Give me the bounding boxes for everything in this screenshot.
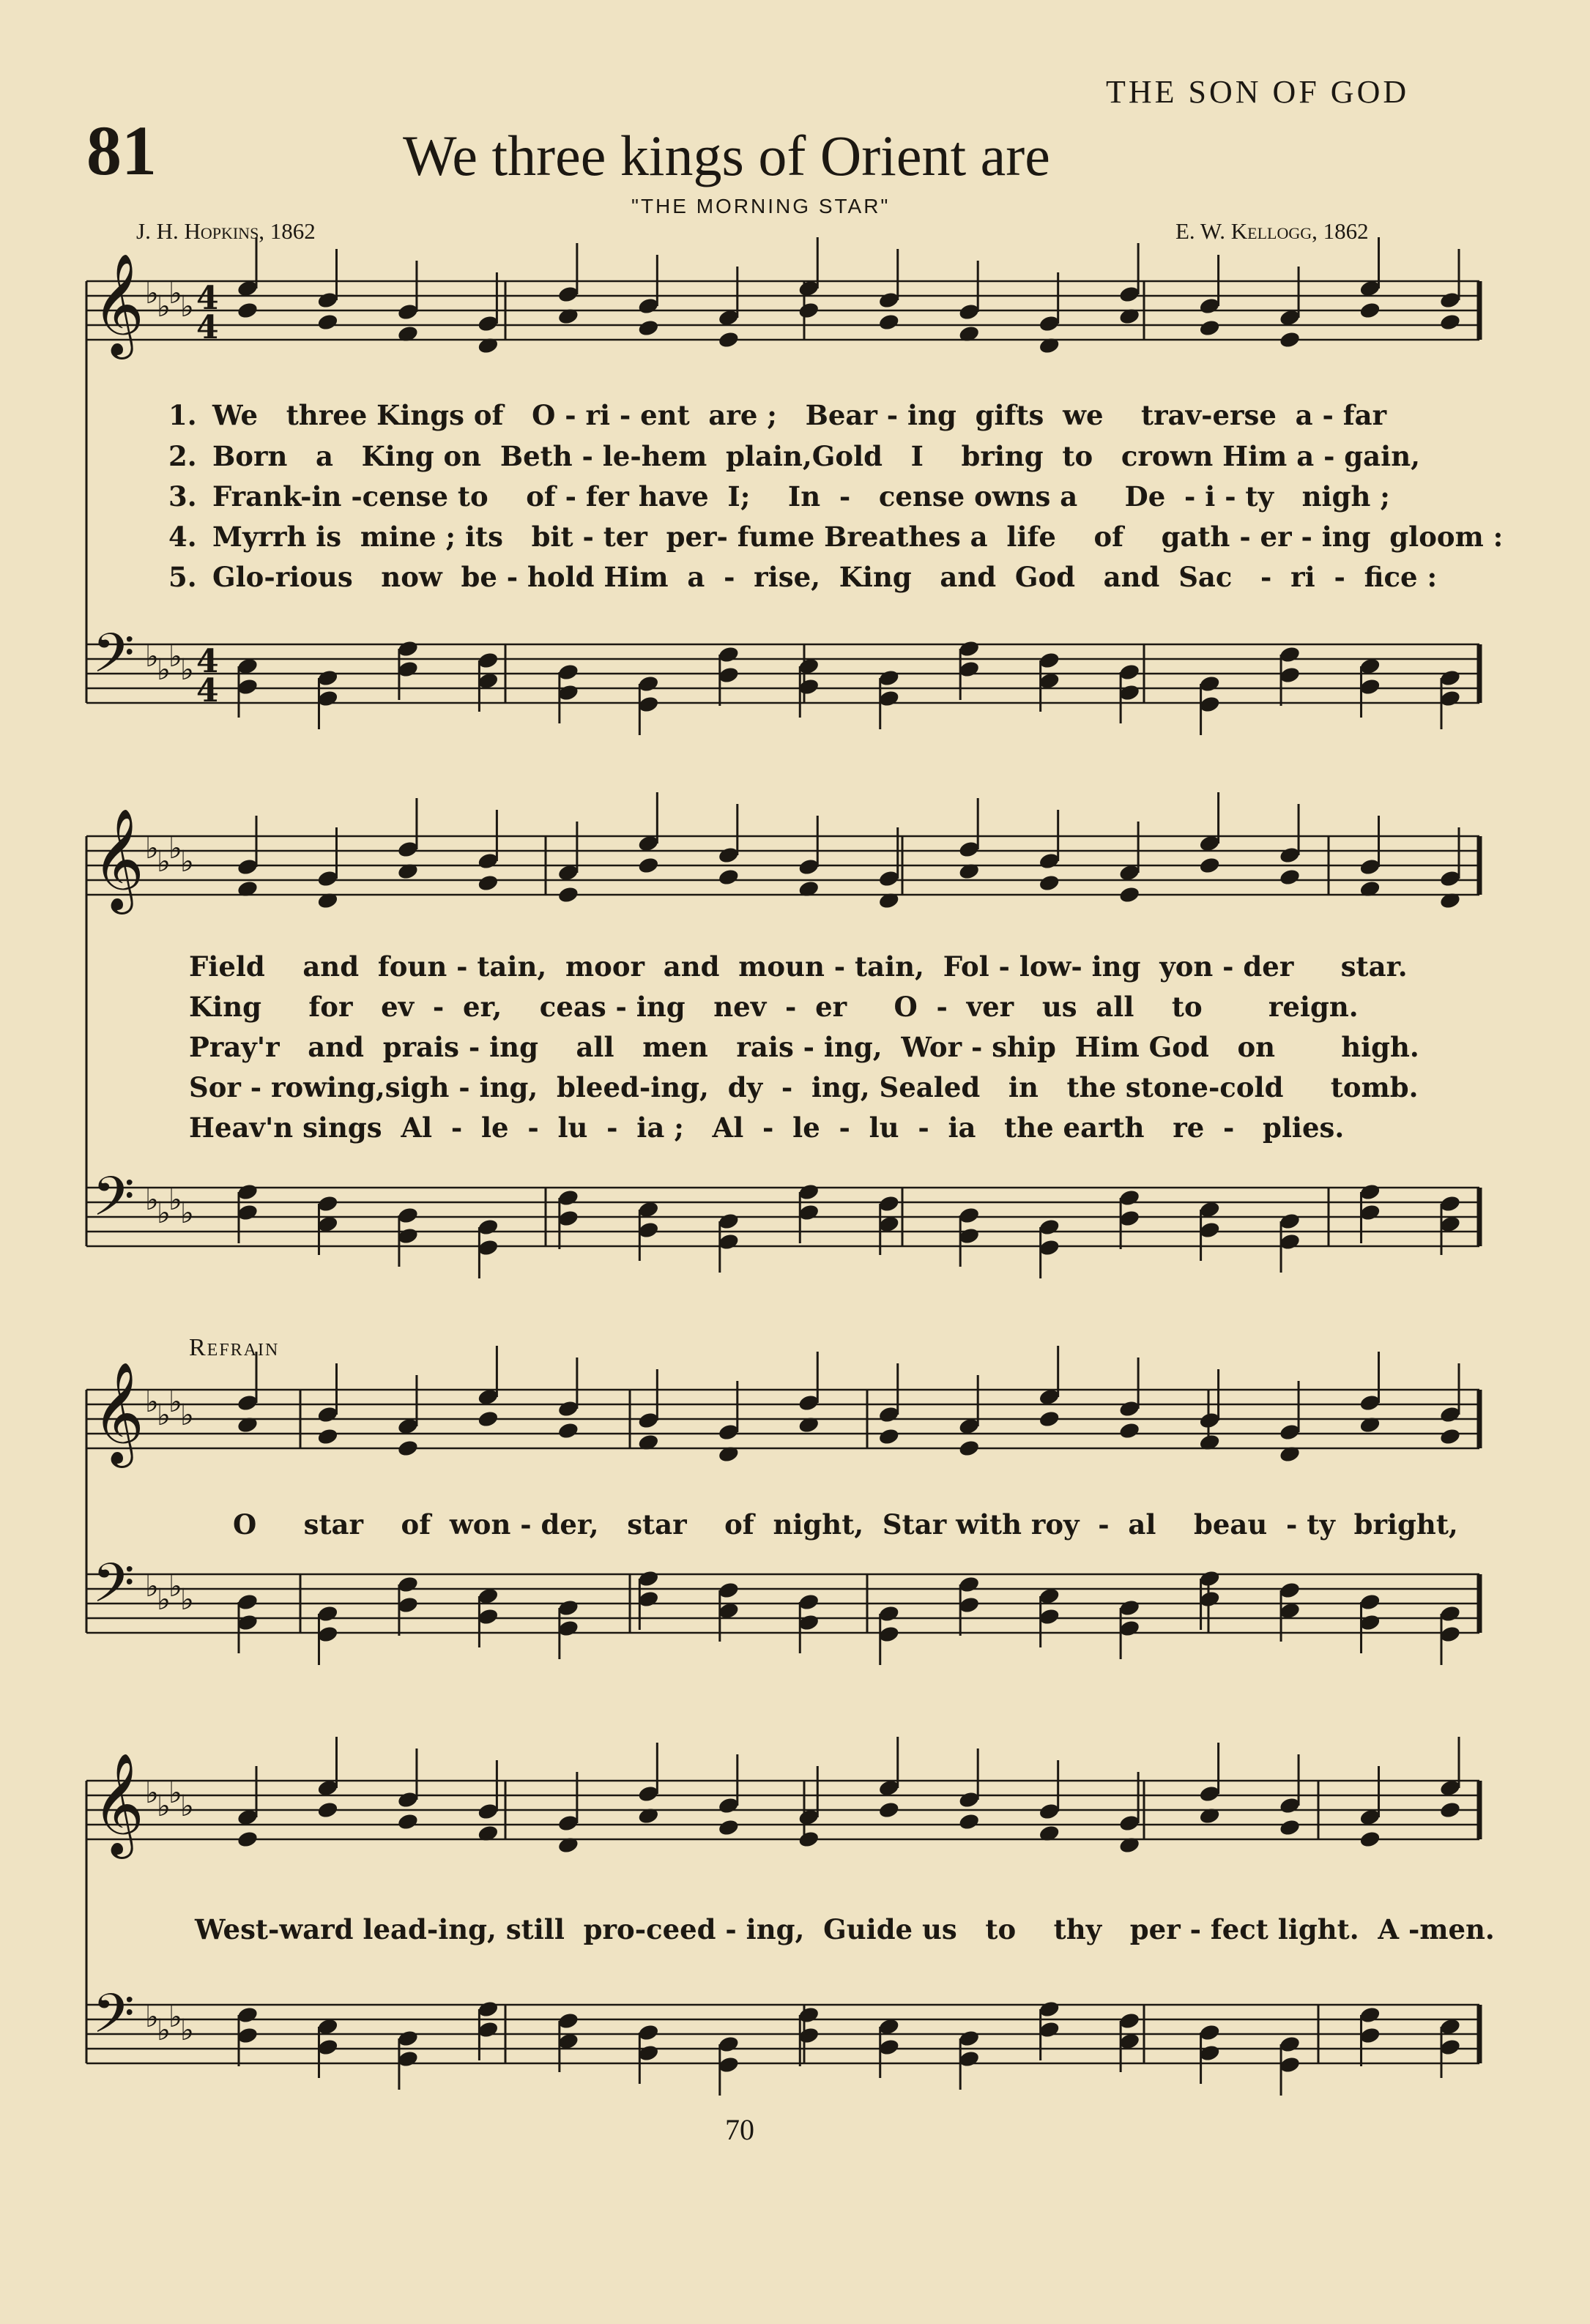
notehead — [798, 1830, 820, 1849]
flat-icon: ♭ — [180, 290, 194, 324]
notehead — [237, 1830, 259, 1849]
treble-clef-icon: 𝄞 — [92, 808, 144, 910]
notehead — [1118, 885, 1141, 904]
notehead — [557, 885, 580, 904]
notehead — [958, 1812, 981, 1831]
notehead — [316, 1427, 339, 1446]
flat-icon: ♭ — [145, 1570, 159, 1604]
flat-icon: ♭ — [168, 1183, 182, 1217]
notehead — [877, 1800, 900, 1820]
arranger-credit: E. W. Kellogg, 1862 — [1175, 218, 1369, 244]
refrain-line: O star of won - der, star of night, Star with roy - al beau - ty bright, — [233, 1508, 1458, 1541]
flat-icon: ♭ — [168, 1570, 182, 1604]
tune-name: "THE MORNING STAR" — [631, 195, 891, 217]
flat-icon: ♭ — [168, 832, 182, 865]
treble-clef-icon: 𝄞 — [92, 1753, 144, 1855]
hymn-number: 81 — [86, 111, 157, 190]
notehead — [798, 301, 820, 320]
verse-number: 5. — [168, 561, 197, 593]
verse-line: Frank-in -cense to of - fer have I; In - cense owns a De - i - ty nigh ; — [212, 480, 1390, 513]
notehead — [397, 1812, 420, 1831]
flat-icon: ♭ — [168, 1776, 182, 1810]
notehead — [316, 1800, 339, 1820]
notehead — [877, 1427, 900, 1446]
flat-icon: ♭ — [180, 1196, 194, 1230]
flat-icon: ♭ — [168, 277, 182, 310]
bass-clef-icon: 𝄢 — [92, 1982, 135, 2059]
notehead — [477, 1409, 499, 1429]
notehead — [397, 1439, 420, 1458]
refrain-label: Refrain — [189, 1334, 280, 1361]
verse-line: Pray'r and prais - ing all men rais - ing, Wor - ship Him God on high. — [189, 1031, 1419, 1063]
flat-icon: ♭ — [180, 2014, 194, 2047]
notehead — [1439, 313, 1462, 332]
notehead — [718, 330, 740, 349]
verse-line: King for ev - er, ceas - ing nev - er O - ver us all to reign. — [189, 991, 1359, 1023]
flat-icon: ♭ — [168, 2000, 182, 2034]
notehead — [316, 313, 339, 332]
treble-clef-icon: 𝄞 — [92, 1362, 144, 1464]
verse-line: Myrrh is mine ; its bit - ter per- fume Breathes a life of gath - er - ing gloom : — [212, 521, 1504, 553]
flat-icon: ♭ — [145, 832, 159, 865]
flat-icon: ♭ — [145, 1776, 159, 1810]
flat-icon: ♭ — [157, 2014, 171, 2047]
time-signature: 4 — [196, 672, 219, 710]
refrain-line: West-ward lead-ing, still pro-ceed - ing, Guide us to thy per - fect light. A -men. — [195, 1913, 1495, 1945]
flat-icon: ♭ — [157, 845, 171, 879]
notehead — [1359, 1830, 1381, 1849]
flat-icon: ♭ — [145, 2000, 159, 2034]
verse-number: 3. — [168, 480, 197, 513]
flat-icon: ♭ — [145, 277, 159, 310]
verse-line: Heav'n sings Al - le - lu - ia ; Al - le - lu - ia the earth re - plies. — [189, 1111, 1345, 1144]
bass-clef-icon: 𝄢 — [92, 622, 135, 699]
verse-line: Field and foun - tain, moor and moun - tain, Fol - low- ing yon - der star. — [189, 950, 1408, 983]
notehead — [718, 868, 740, 887]
flat-icon: ♭ — [180, 1789, 194, 1823]
notehead — [1118, 1421, 1141, 1440]
flat-icon: ♭ — [145, 1183, 159, 1217]
section-title: THE SON OF GOD — [1106, 74, 1410, 110]
verse-line: We three Kings of O - ri - ent are ; Bear - ing gifts we trav-erse a - far — [212, 399, 1387, 431]
notehead — [877, 313, 900, 332]
notehead — [958, 1439, 981, 1458]
verse-number: 1. — [168, 399, 197, 431]
notehead — [637, 319, 660, 338]
notehead — [1279, 1818, 1301, 1837]
verse-line: Born a King on Beth - le-hem plain,Gold I bring to crown Him a - gain, — [212, 440, 1420, 472]
flat-icon: ♭ — [157, 1789, 171, 1823]
verse-number: 2. — [168, 440, 197, 472]
notehead — [1439, 1427, 1462, 1446]
hymn-title: We three kings of Orient are — [403, 124, 1050, 187]
clefs — [92, 253, 219, 2059]
flat-icon: ♭ — [157, 290, 171, 324]
notehead — [1439, 1800, 1462, 1820]
notehead — [1038, 1409, 1060, 1429]
bass-clef-icon: 𝄢 — [92, 1552, 135, 1628]
bass-clef-icon: 𝄢 — [92, 1165, 135, 1242]
flat-icon: ♭ — [157, 653, 171, 687]
flat-icon: ♭ — [157, 1399, 171, 1432]
notehead — [1198, 856, 1221, 875]
noteheads — [237, 237, 1462, 2096]
notehead — [237, 301, 259, 320]
verse-number: 4. — [168, 521, 197, 553]
flat-icon: ♭ — [180, 1583, 194, 1617]
flat-icon: ♭ — [180, 653, 194, 687]
notehead — [477, 874, 499, 893]
composer-credit: J. H. Hopkins, 1862 — [136, 218, 316, 244]
flat-icon: ♭ — [168, 1385, 182, 1419]
treble-clef-icon: 𝄞 — [92, 253, 144, 355]
time-signature: 4 — [196, 643, 219, 680]
flat-icon: ♭ — [145, 640, 159, 674]
notehead — [1359, 301, 1381, 320]
flat-icon: ♭ — [157, 1583, 171, 1617]
notehead — [718, 1818, 740, 1837]
notehead — [637, 856, 660, 875]
notehead — [557, 1421, 580, 1440]
flat-icon: ♭ — [145, 1385, 159, 1419]
flat-icon: ♭ — [180, 845, 194, 879]
page-number: 70 — [725, 2113, 754, 2146]
flat-icon: ♭ — [157, 1196, 171, 1230]
time-signature: 4 — [196, 309, 219, 346]
verse-line: Sor - rowing,sigh - ing, bleed-ing, dy - ing, Sealed in the stone-cold tomb. — [189, 1071, 1419, 1103]
notehead — [1279, 868, 1301, 887]
verse-line: Glo-rious now be - hold Him a - rise, King and God and Sac - ri - fice : — [212, 561, 1438, 593]
notehead — [1198, 319, 1221, 338]
flat-icon: ♭ — [180, 1399, 194, 1432]
notehead — [1038, 874, 1060, 893]
time-signature: 4 — [196, 280, 219, 317]
flat-icon: ♭ — [168, 640, 182, 674]
notehead — [1279, 330, 1301, 349]
